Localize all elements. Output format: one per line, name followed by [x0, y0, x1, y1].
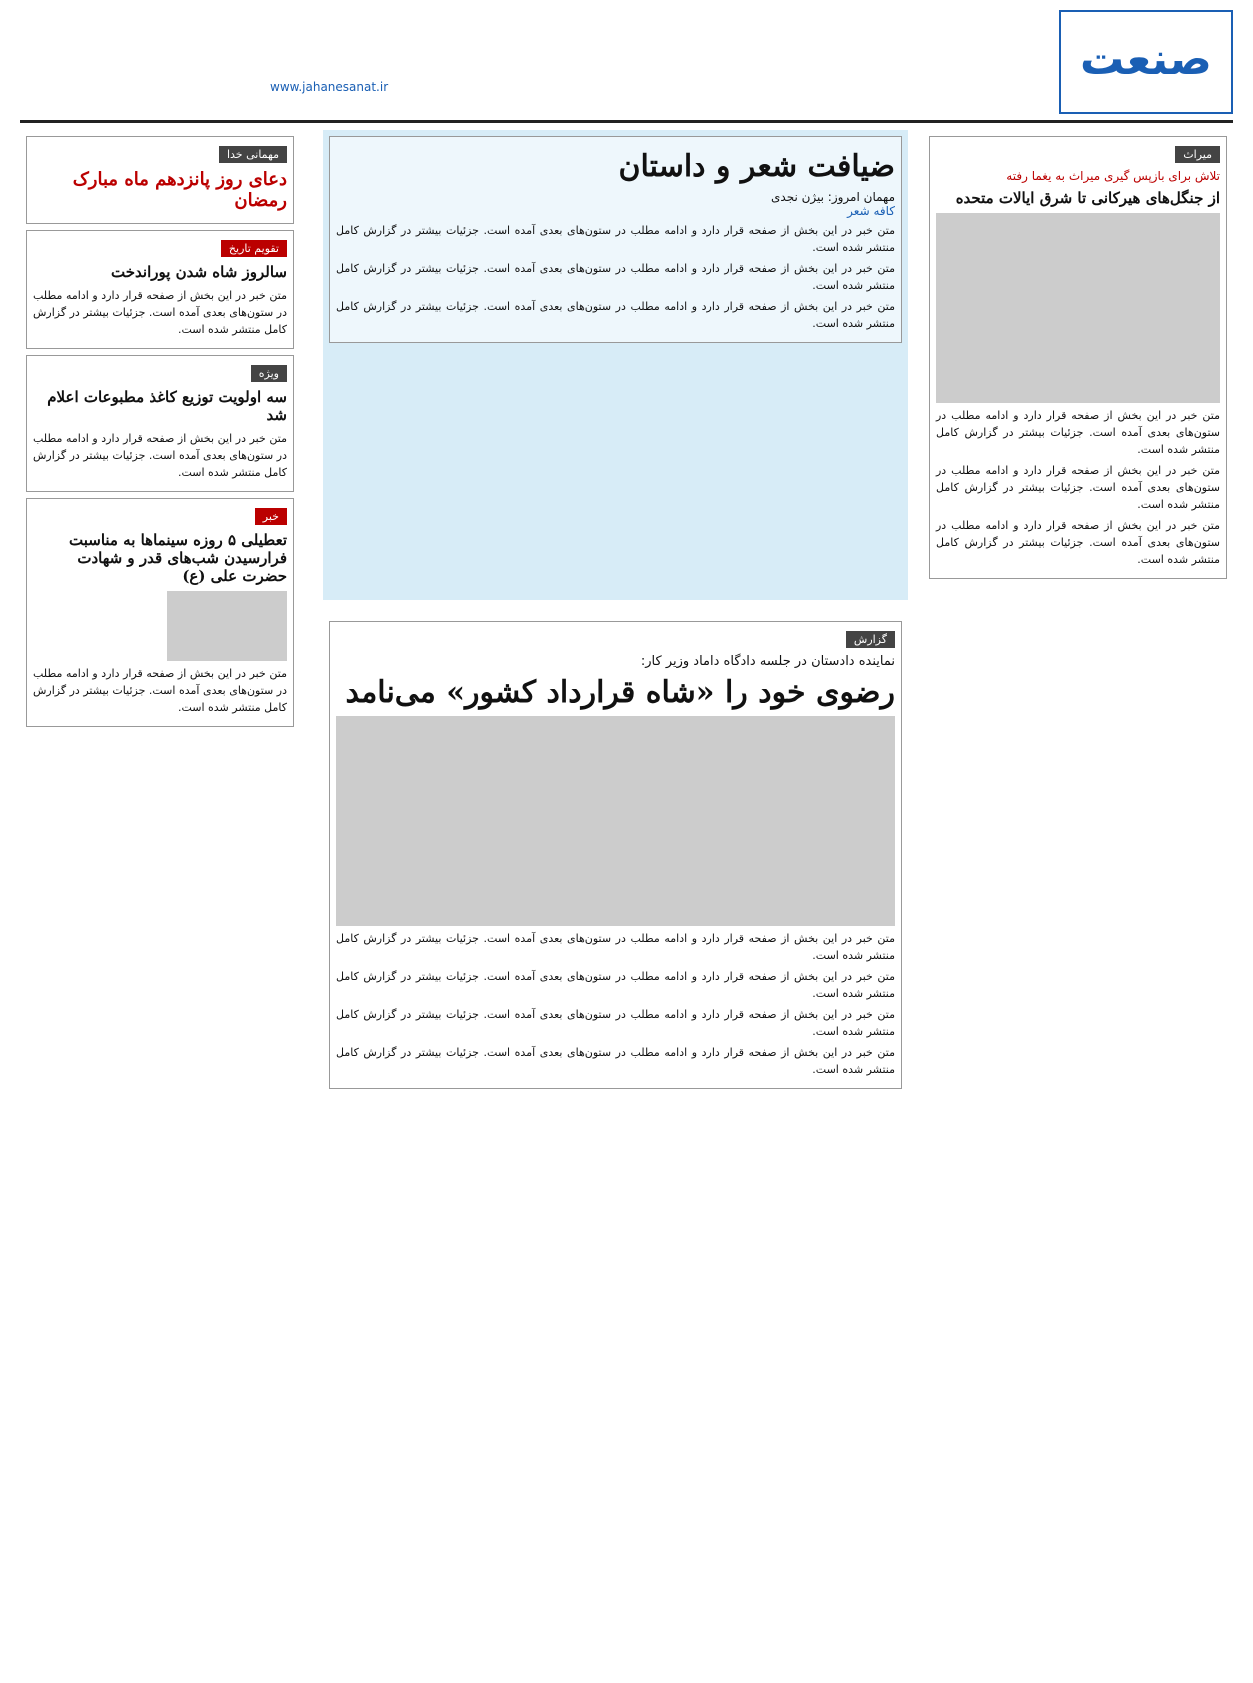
body: متن خبر در این بخش از صفحه قرار دارد و ادامه مطلب در ستون‌های بعدی آمده است. جزئیات بیشتر در گزارش کامل منتشر شده است. — [336, 300, 895, 330]
section-tag: تقویم تاریخ — [221, 240, 287, 257]
body: متن خبر در این بخش از صفحه قرار دارد و ادامه مطلب در ستون‌های بعدی آمده است. جزئیات بیشتر در گزارش کامل منتشر شده است. — [336, 970, 895, 1000]
news-headline: تعطیلی ۵ روزه سینماها به مناسبت فرارسیدن شب‌های قدر و شهادت حضرت علی (ع) — [69, 531, 287, 585]
section-tag: ویژه — [251, 365, 287, 382]
body: متن خبر در این بخش از صفحه قرار دارد و ادامه مطلب در ستون‌های بعدی آمده است. جزئیات بیشتر در گزارش کامل منتشر شده است. — [336, 1008, 895, 1038]
body: متن خبر در این بخش از صفحه قرار دارد و ادامه مطلب در ستون‌های بعدی آمده است. جزئیات بیشتر در گزارش کامل منتشر شده است. — [936, 464, 1220, 511]
kicker: تلاش برای بازپس گیری میراث به یغما رفته — [1006, 169, 1220, 183]
photo — [936, 213, 1220, 403]
feature-section — [323, 130, 908, 600]
body: متن خبر در این بخش از صفحه قرار دارد و ادامه مطلب در ستون‌های بعدی آمده است. جزئیات بیشتر در گزارش کامل منتشر شده است. — [936, 409, 1220, 456]
site-url[interactable]: www.jahanesanat.ir — [270, 80, 389, 94]
lead-headline: رضوی خود را «شاه قرارداد کشور» می‌نامد — [345, 675, 895, 710]
body: متن خبر در این بخش از صفحه قرار دارد و ادامه مطلب در ستون‌های بعدی آمده است. جزئیات بیشتر در گزارش کامل منتشر شده است. — [336, 1046, 895, 1076]
body: متن خبر در این بخش از صفحه قرار دارد و ادامه مطلب در ستون‌های بعدی آمده است. جزئیات بیشتر در گزارش کامل منتشر شده است. — [33, 289, 287, 336]
section-tag: گزارش — [846, 631, 895, 648]
history-headline: سالروز شاه شدن پوراندخت — [111, 263, 287, 281]
right-column — [923, 130, 1233, 1683]
paper-headline: سه اولویت توزیع کاغذ مطبوعات اعلام شد — [47, 388, 287, 424]
prayer-headline: دعای روز پانزدهم ماه مبارک رمضان — [72, 169, 287, 211]
kicker: نماینده دادستان در جلسه دادگاه داماد وزیر کار: — [640, 654, 895, 669]
cafe-label: کافه شعر — [847, 204, 895, 218]
headline: از جنگل‌های هیرکانی تا شرق ایالات متحده — [955, 189, 1220, 207]
feature-headline: ضیافت شعر و داستان — [618, 149, 895, 184]
left-column — [20, 130, 300, 1683]
masthead — [20, 10, 1233, 123]
body: متن خبر در این بخش از صفحه قرار دارد و ادامه مطلب در ستون‌های بعدی آمده است. جزئیات بیشتر در گزارش کامل منتشر شده است. — [33, 432, 287, 479]
section-tag: میراث — [1175, 146, 1220, 163]
lead-story — [323, 615, 908, 1683]
cinema-photo — [167, 591, 287, 661]
body: متن خبر در این بخش از صفحه قرار دارد و ادامه مطلب در ستون‌های بعدی آمده است. جزئیات بیشتر در گزارش کامل منتشر شده است. — [936, 519, 1220, 566]
section-tag: مهمانی خدا — [219, 146, 287, 163]
guest-label: مهمان امروز: بیژن نجدی — [771, 190, 895, 204]
section-tag: خبر — [255, 508, 287, 525]
body: متن خبر در این بخش از صفحه قرار دارد و ادامه مطلب در ستون‌های بعدی آمده است. جزئیات بیشتر در گزارش کامل منتشر شده است. — [336, 262, 895, 292]
newspaper-logo: صنعت — [1059, 10, 1233, 114]
body: متن خبر در این بخش از صفحه قرار دارد و ادامه مطلب در ستون‌های بعدی آمده است. جزئیات بیشتر در گزارش کامل منتشر شده است. — [336, 932, 895, 962]
body: متن خبر در این بخش از صفحه قرار دارد و ادامه مطلب در ستون‌های بعدی آمده است. جزئیات بیشتر در گزارش کامل منتشر شده است. — [33, 667, 287, 714]
body: متن خبر در این بخش از صفحه قرار دارد و ادامه مطلب در ستون‌های بعدی آمده است. جزئیات بیشتر در گزارش کامل منتشر شده است. — [336, 224, 895, 254]
courtroom-photo — [336, 716, 895, 926]
